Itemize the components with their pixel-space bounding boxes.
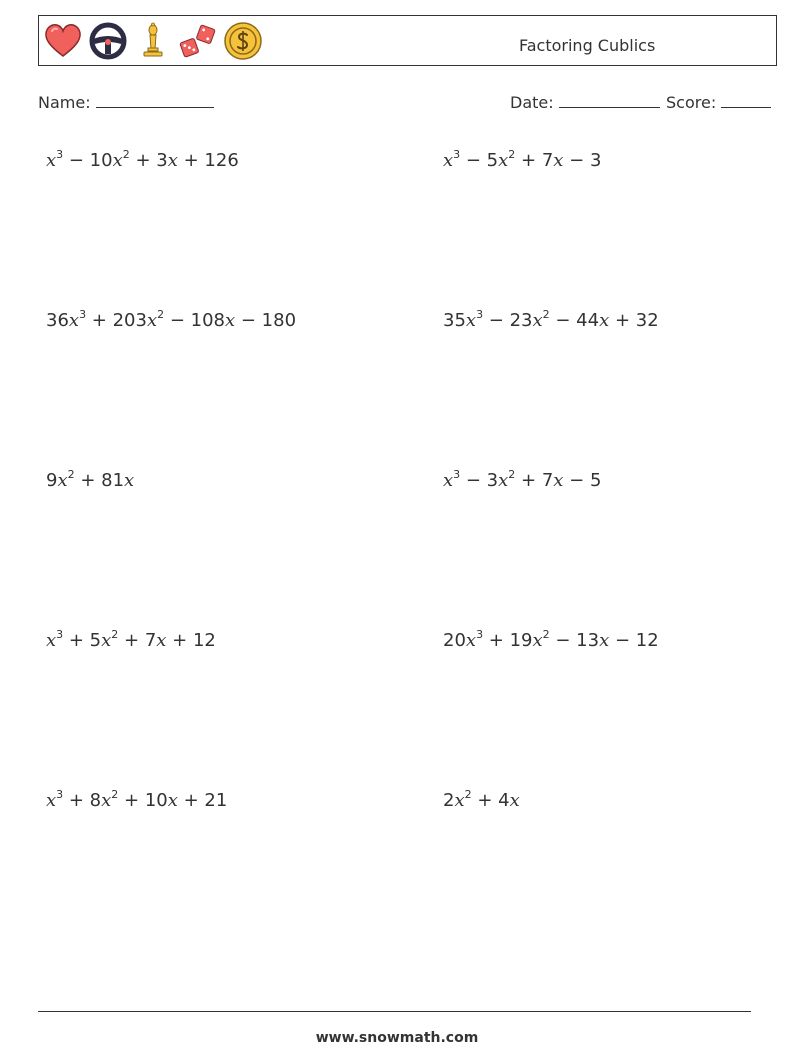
score-blank[interactable] <box>721 93 771 108</box>
term-coefficient: − 5 <box>460 150 499 171</box>
term-variable: x <box>454 790 465 811</box>
term-coefficient: + 12 <box>166 630 216 651</box>
term-exponent: 2 <box>67 468 75 481</box>
term-variable: x <box>112 150 123 171</box>
term-coefficient: 20 <box>443 630 466 651</box>
term-variable: x <box>124 470 135 491</box>
name-blank[interactable] <box>96 93 214 108</box>
term-variable: x <box>498 150 509 171</box>
term-coefficient: + 8 <box>63 790 102 811</box>
term-variable: x <box>57 470 68 491</box>
term-variable: x <box>167 790 178 811</box>
term-coefficient: − 3 <box>563 150 602 171</box>
chess-bishop-icon <box>133 21 173 61</box>
term-variable: x <box>146 310 158 331</box>
problem-expression <box>46 790 227 811</box>
term-exponent: 3 <box>56 148 64 161</box>
term-exponent: 2 <box>508 148 516 161</box>
term-variable: x <box>46 150 57 171</box>
term-variable: x <box>553 470 564 491</box>
term-coefficient: − 10 <box>63 150 113 171</box>
term-exponent: 2 <box>111 788 119 801</box>
term-coefficient: + 203 <box>86 310 147 331</box>
term-exponent: 2 <box>508 468 516 481</box>
term-variable: x <box>156 630 167 651</box>
term-exponent: 3 <box>453 148 461 161</box>
term-coefficient: − 13 <box>549 630 600 651</box>
problem-expression <box>46 150 239 171</box>
problem-expression <box>443 630 659 651</box>
term-exponent: 2 <box>157 308 165 321</box>
date-blank[interactable] <box>559 93 660 108</box>
term-variable: x <box>46 630 57 651</box>
name-label: Name: <box>38 93 91 112</box>
problem-expression <box>46 630 216 651</box>
term-coefficient: − 44 <box>549 310 600 331</box>
score-field <box>666 93 771 112</box>
term-variable: x <box>498 470 509 491</box>
footer-website: www.snowmath.com <box>315 1030 479 1046</box>
term-exponent: 3 <box>476 308 484 321</box>
score-label: Score: <box>666 93 717 112</box>
term-coefficient: + 3 <box>129 150 168 171</box>
term-coefficient: + 7 <box>515 150 554 171</box>
term-variable: x <box>599 630 610 651</box>
worksheet-title: Factoring Cublics <box>519 36 656 55</box>
date-label: Date: <box>510 93 554 112</box>
problem-expression <box>443 470 601 491</box>
date-field <box>510 93 660 112</box>
problem-expression <box>443 310 659 331</box>
term-coefficient: + 4 <box>471 790 510 811</box>
term-variable: x <box>101 630 112 651</box>
term-coefficient: + 5 <box>63 630 102 651</box>
term-coefficient: 2 <box>443 790 455 811</box>
term-coefficient: − 3 <box>460 470 499 491</box>
term-exponent: 2 <box>122 148 130 161</box>
term-coefficient: + 10 <box>118 790 168 811</box>
term-exponent: 3 <box>56 788 64 801</box>
term-coefficient: − 23 <box>483 310 533 331</box>
problem-expression <box>46 310 296 331</box>
term-coefficient: + 7 <box>515 470 554 491</box>
term-variable: x <box>532 310 543 331</box>
term-coefficient: − 180 <box>235 310 297 331</box>
footer-divider <box>38 1011 751 1012</box>
term-coefficient: − 12 <box>609 630 659 651</box>
term-variable: x <box>599 310 610 331</box>
term-variable: x <box>443 150 454 171</box>
term-exponent: 3 <box>79 308 87 321</box>
term-coefficient: + 126 <box>177 150 239 171</box>
term-variable: x <box>443 470 454 491</box>
dollar-coin-icon <box>223 21 263 61</box>
term-variable: x <box>465 630 477 651</box>
term-exponent: 2 <box>111 628 119 641</box>
term-coefficient: 9 <box>46 470 58 491</box>
term-variable: x <box>68 310 80 331</box>
term-variable: x <box>46 790 57 811</box>
steering-wheel-icon <box>88 21 128 61</box>
term-exponent: 3 <box>476 628 484 641</box>
term-exponent: 3 <box>56 628 64 641</box>
term-exponent: 2 <box>542 308 550 321</box>
name-field <box>38 93 214 112</box>
problem-expression <box>46 470 134 491</box>
term-coefficient: 35 <box>443 310 466 331</box>
term-coefficient: − 108 <box>164 310 225 331</box>
term-coefficient: 36 <box>46 310 69 331</box>
header-icons <box>43 21 263 61</box>
term-coefficient: + 19 <box>483 630 533 651</box>
term-coefficient: + 32 <box>609 310 659 331</box>
worksheet-header <box>38 15 777 66</box>
term-variable: x <box>167 150 178 171</box>
term-coefficient: + 81 <box>74 470 125 491</box>
term-exponent: 2 <box>464 788 472 801</box>
term-variable: x <box>532 630 543 651</box>
term-variable: x <box>101 790 112 811</box>
term-variable: x <box>553 150 564 171</box>
heart-icon <box>43 21 83 61</box>
dice-icon <box>178 21 218 61</box>
term-coefficient: + 7 <box>118 630 157 651</box>
term-exponent: 2 <box>542 628 550 641</box>
term-variable: x <box>465 310 477 331</box>
term-exponent: 3 <box>453 468 461 481</box>
term-variable: x <box>509 790 520 811</box>
problem-expression <box>443 150 601 171</box>
problem-expression <box>443 790 520 811</box>
term-variable: x <box>225 310 236 331</box>
term-coefficient: − 5 <box>563 470 602 491</box>
term-coefficient: + 21 <box>177 790 228 811</box>
